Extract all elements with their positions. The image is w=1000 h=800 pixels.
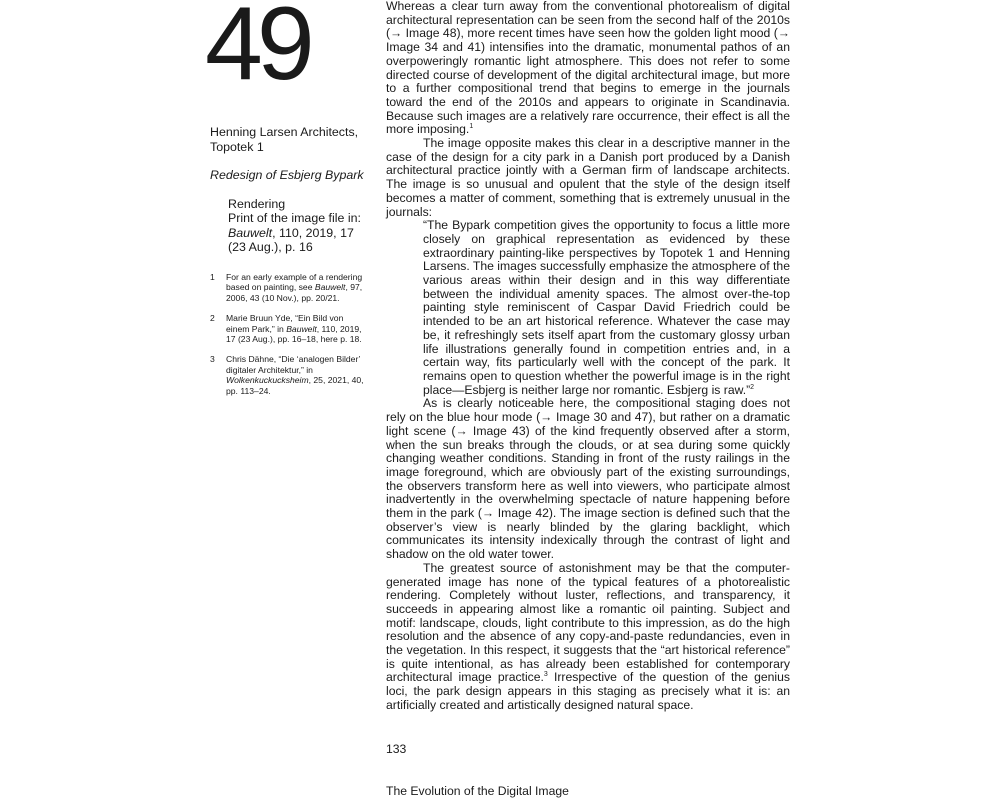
footnote-number: 1: [210, 272, 215, 282]
block-quote: “The Bypark competition gives the opportunity to focus a little more closely on graphical representation as evidenced by these extraordinary painting-like perspectives by Topotek 1 and Henning Larsens. The images successfully emphasize the atmosphere of the various areas within their design and in this way differentiate between the individual amenity spaces. The almost over-the-top painting style reminiscent of Caspar David Friedrich could be intended to be an art historical reference. Whatever the case may be, it refreshingly sets itself apart from the customary glossy urban life illustrations generally found in competition entries and, in a certain way, fits particularly well with the concept of the park. It remains open to question whether the powerful image is in the right place—Esbjerg is neither large nor romantic. Esbjerg is raw.”$^2$: [423, 218, 790, 397]
footnote-number: 3: [210, 354, 215, 365]
footnote: 1 For an early example of a rendering based on painting, see Bauwelt, 97, 2006, 43 (10 Nov.), pp. 20/21.: [210, 272, 363, 303]
paragraph: Whereas a clear turn away from the conventional photorealism of digital architectural representation can be seen from the second half of the 2010s (→ Image 48), more recent times have seen how the golden light mood (→ Image 34 and 41) intensifies into the dramatic, monumental pathos of an overpoweringly romantic light atmosphere. This does not refer to some directed course of development of the digital architectural image, but more to a further compositional trend that begins to emerge in the journals toward the end of the 2010s and appears to originate in Scandinavia. Because such images are a relatively rare occurrence, their effect is all the more imposing.$^1$: [386, 0, 790, 137]
paragraph: The greatest source of astonishment may be that the computer-generated image has none of the typical features of a photorealistic rendering. Completely without luster, reflections, and transparency, it succeeds in appearing almost like a romantic oil painting. Subject and motif: landscape, clouds, light contribute to this impression, as do the high resolution and the absence of any copy-and-paste redundancies, even in the vegetation. In this respect, it suggests that the “art historical reference” is quite intentional, as has already been established for contemporary architectural image practice.$^3$ Irrespective of the question of the genius loci, the park design appears in this staging as precisely what it is: an artificially created and artistically designed natural space.: [386, 560, 790, 712]
paragraph: As is clearly noticeable here, the compositional staging does not rely on the blue hour mode (→ Image 30 and 47), but rather on a dramatic light scene (→ Image 43) of the kind frequently observed after a storm, when the sun breaks through the clouds, or at sea during some quickly changing weather conditions. Standing in front of the rusty railings in the image foreground, which are obviously part of the existing surroundings, the observers transform here as well into viewers, who participate almost inadvertently in the overwhelming spectacle of nature happening before them in the park (→ Image 42). The image section is defined such that the observer’s view is nearly blinded by the glaring backlight, which communicates its intensity indexically through the contrast of light and shadow on the old water tower.: [386, 396, 790, 562]
project-title: Redesign of Esbjerg Bypark: [210, 168, 364, 182]
footnote: 3 Chris Dähne, “Die ‘analogen Bilder’ digitaler Architektur,” in Wolkenkuckucksheim, 25, 2021, 40, pp. 113–24.: [210, 354, 364, 396]
footnote: 2 Marie Bruun Yde, “Ein Bild von einem Park,” in Bauwelt, 110, 2019, 17 (23 Aug.), pp. 16–18, here p. 18.: [210, 313, 362, 345]
image-source: Print of the image file in: Bauwelt, 110, 2019, 17 (23 Aug.), p. 16: [228, 211, 361, 254]
image-number: 49: [205, 0, 309, 102]
image-info: [228, 197, 375, 255]
body-text: [386, 0, 790, 713]
footnote-ref: 1: [469, 123, 474, 131]
page-number: 133: [386, 742, 407, 756]
running-title: The Evolution of the Digital Image: [386, 784, 569, 798]
image-credits: [210, 125, 375, 255]
footnote-number: 2: [210, 313, 215, 324]
footnote-ref: 2: [750, 383, 755, 391]
architects: Henning Larsen Architects, Topotek 1: [210, 125, 359, 154]
paragraph: The image opposite makes this clear in a descriptive manner in the case of the design for a city park in a Danish port produced by a Danish architectural practice jointly with a German firm of landscape architects. The image is so unusual and opulent that the style of the design itself becomes a matter of comment, something that is extremely unusual in the journals:: [386, 136, 790, 219]
image-type: Rendering: [228, 196, 286, 211]
footnote-ref: 3: [543, 671, 548, 679]
footnotes: [210, 272, 365, 406]
